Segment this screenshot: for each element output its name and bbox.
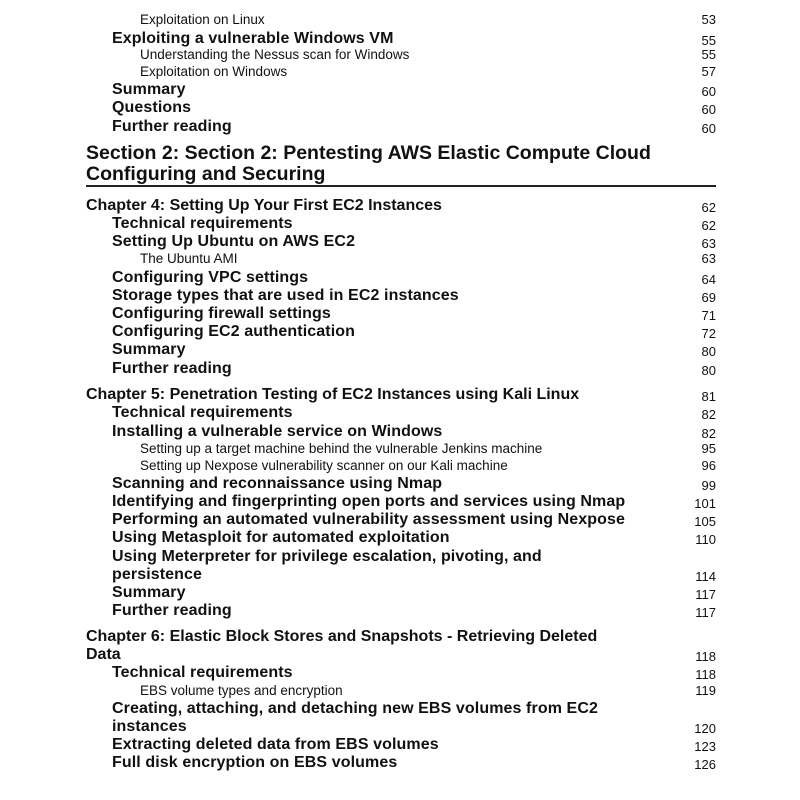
toc-page-number: 62 — [701, 200, 716, 215]
toc-entry-title: Chapter 4: Setting Up Your First EC2 Instances — [86, 197, 442, 214]
toc-entry-title: Technical requirements — [112, 215, 293, 232]
toc-entry-title: Summary — [112, 81, 186, 98]
toc-entry-title: Configuring EC2 authentication — [112, 323, 355, 340]
toc-page-number: 120 — [694, 721, 716, 736]
toc-entry-title: Further reading — [112, 602, 232, 619]
toc-entry-title: Data — [86, 646, 121, 663]
toc-page-number: 80 — [701, 363, 716, 378]
toc-entry-title: Questions — [112, 99, 192, 116]
toc-entry-title: instances — [112, 718, 187, 735]
toc-page-number: 57 — [701, 64, 716, 79]
toc-entry-title: Full disk encryption on EBS volumes — [112, 754, 398, 771]
toc-page-number: 60 — [701, 84, 716, 99]
toc-entry-title: Setting Up Ubuntu on AWS EC2 — [112, 233, 356, 250]
toc-page-number: 69 — [701, 290, 716, 305]
toc-page-number: 55 — [701, 47, 716, 62]
toc-page-number: 119 — [695, 683, 716, 698]
toc-entry-title: Configuring VPC settings — [112, 269, 309, 286]
toc-entry-title: Chapter 5: Penetration Testing of EC2 Instances using Kali Linux — [86, 386, 580, 403]
toc-entry-title: Summary — [112, 584, 186, 601]
toc-page-number: 82 — [701, 407, 716, 422]
toc-entry-title: Chapter 6: Elastic Block Stores and Snapshots - Retrieving Deleted — [86, 628, 598, 645]
toc-page-number: 60 — [701, 102, 716, 117]
toc-entry-title: Extracting deleted data from EBS volumes — [112, 736, 439, 753]
toc-entry-title: Using Meterpreter for privilege escalation, pivoting, and — [112, 548, 542, 565]
toc-page-number: 99 — [701, 478, 716, 493]
toc-entry-title: EBS volume types and encryption — [140, 683, 343, 698]
toc-page-number: 118 — [695, 649, 716, 664]
toc-page-number: 117 — [695, 587, 716, 602]
toc-page-number: 118 — [695, 667, 716, 682]
toc-entry-title: Summary — [112, 341, 186, 358]
section-heading-line-1: Section 2: Section 2: Pentesting AWS Elastic Compute Cloud — [86, 142, 651, 164]
toc-entry-title: Identifying and fingerprinting open ports and services using Nmap — [112, 493, 626, 510]
toc-page-number: 82 — [701, 426, 716, 441]
toc-page-number: 123 — [694, 739, 716, 754]
toc-page-number: 110 — [695, 532, 716, 547]
toc-entry-title: The Ubuntu AMI — [140, 251, 238, 266]
toc-page-number: 81 — [701, 389, 716, 404]
toc-page-number: 80 — [701, 344, 716, 359]
toc-entry-title: Installing a vulnerable service on Windows — [112, 423, 443, 440]
toc-page-number: 126 — [694, 757, 716, 772]
toc-entry-title: Configuring firewall settings — [112, 305, 331, 322]
toc-entry-title: Technical requirements — [112, 404, 293, 421]
toc-page-number: 96 — [701, 458, 716, 473]
toc-entry-title: Setting up a target machine behind the vulnerable Jenkins machine — [140, 441, 543, 456]
toc-page-number: 71 — [701, 308, 716, 323]
toc-page-number: 95 — [701, 441, 716, 456]
toc-page-number: 55 — [701, 33, 716, 48]
toc-page-number: 60 — [701, 121, 716, 136]
toc-page-number: 63 — [701, 236, 716, 251]
toc-page-number: 105 — [694, 514, 716, 529]
toc-page-number: 101 — [694, 496, 716, 511]
toc-entry-title: Using Metasploit for automated exploitation — [112, 529, 450, 546]
section-heading — [86, 143, 726, 185]
toc-entry-title: Exploiting a vulnerable Windows VM — [112, 30, 394, 47]
toc-page-number: 117 — [695, 605, 716, 620]
toc-entry-title: Creating, attaching, and detaching new EBS volumes from EC2 — [112, 700, 598, 717]
toc-page-number: 63 — [701, 251, 716, 266]
toc-page-number: 53 — [701, 12, 716, 27]
section-heading-line-2: Configuring and Securing — [86, 163, 326, 185]
toc-entry-title: Understanding the Nessus scan for Windows — [140, 47, 410, 62]
toc-entry-title: persistence — [112, 566, 203, 583]
toc-page-number: 72 — [701, 326, 716, 341]
toc-entry-title: Setting up Nexpose vulnerability scanner on our Kali machine — [140, 458, 508, 473]
toc-page-number: 114 — [695, 569, 716, 584]
toc-entry-title: Technical requirements — [112, 664, 293, 681]
toc-entry-title: Exploitation on Windows — [140, 64, 288, 79]
toc-entry-title: Performing an automated vulnerability assessment using Nexpose — [112, 511, 626, 528]
section-divider — [86, 185, 716, 187]
toc-entry-title: Further reading — [112, 360, 232, 377]
toc-entry-title: Scanning and reconnaissance using Nmap — [112, 475, 443, 492]
toc-entry-title: Exploitation on Linux — [140, 12, 265, 27]
toc-page-number: 62 — [701, 218, 716, 233]
toc-entry-title: Further reading — [112, 118, 232, 135]
toc-page-number: 64 — [701, 272, 716, 287]
toc-entry-title: Storage types that are used in EC2 instances — [112, 287, 459, 304]
